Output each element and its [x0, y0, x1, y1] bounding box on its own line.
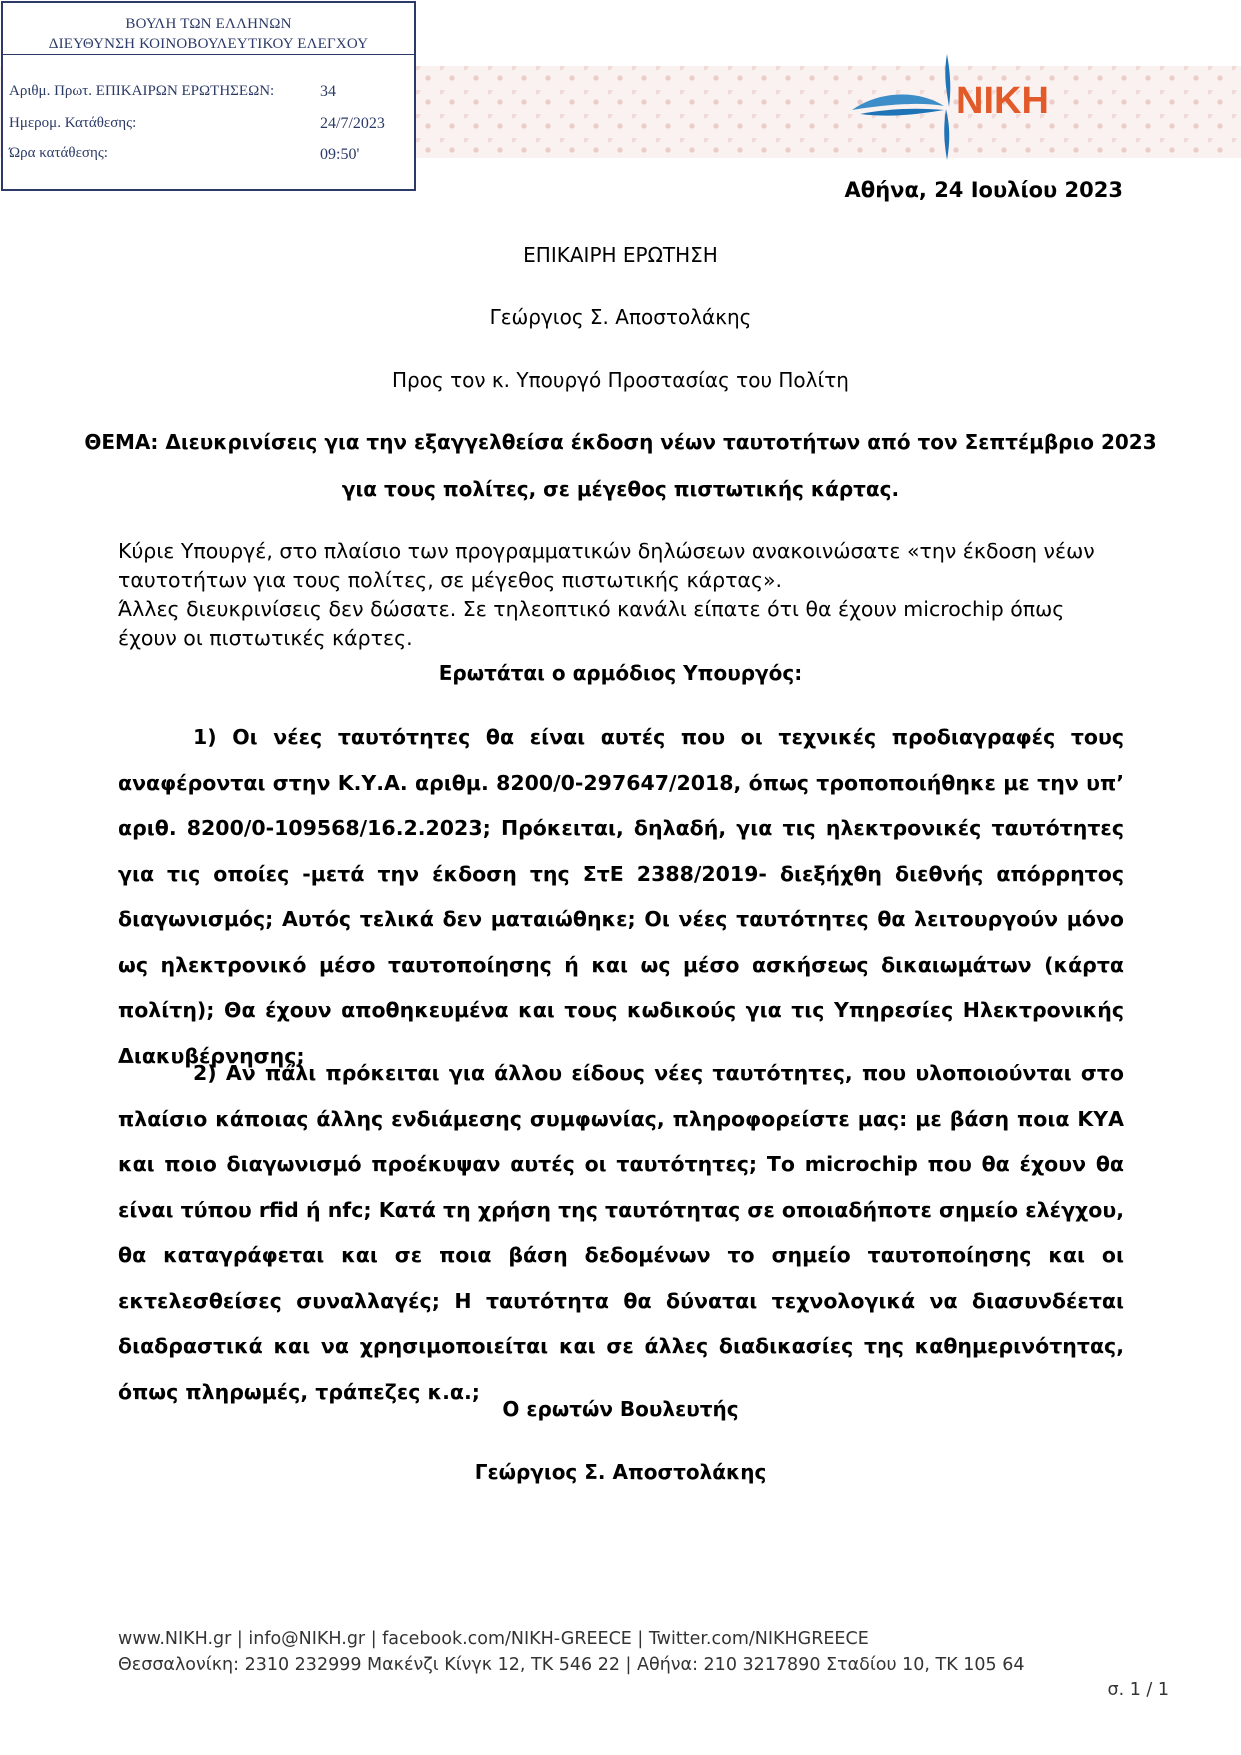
intro-line: ταυτοτήτων για τους πολίτες, σε μέγεθος πιστωτικής κάρτας». — [118, 568, 783, 592]
intro-line: έχουν οι πιστωτικές κάρτες. — [118, 626, 413, 650]
registration-stamp — [1, 1, 416, 191]
signature-title: Ο ερωτών Βουλευτής — [502, 1397, 739, 1421]
footer-web-links: www.NIKH.gr | info@NIKH.gr | facebook.com/NIKH-GREECE | Twitter.com/NIKHGREECE — [118, 1629, 869, 1649]
document-type: ΕΠΙΚΑΙΡΗ ΕΡΩΤΗΣΗ — [523, 243, 718, 267]
subject-line-1: ΘΕΜΑ: Διευκρινίσεις για την εξαγγελθείσα έκδοση νέων ταυτοτήτων από τον Σεπτέμβριο 2023 — [84, 430, 1157, 454]
page-number: σ. 1 / 1 — [1107, 1680, 1169, 1700]
intro-paragraph — [118, 537, 1124, 653]
stamp-org-line1: ΒΟΥΛΗ ΤΩΝ ΕΛΛΗΝΩΝ — [125, 16, 292, 32]
recipient: Προς τον κ. Υπουργό Προστασίας του Πολίτη — [392, 368, 849, 392]
signature-name: Γεώργιος Σ. Αποστολάκης — [474, 1460, 767, 1484]
footer-contacts — [118, 1626, 1025, 1678]
question-2 — [118, 1051, 1124, 1415]
question-1 — [118, 715, 1124, 1079]
logo-mark-icon — [852, 54, 950, 160]
protocol-label: Αριθμ. Πρωτ. ΕΠΙΚΑΙΡΩΝ ΕΡΩΤΗΣΕΩΝ: — [9, 83, 275, 99]
filing-time-label: Ώρα κατάθεσης: — [9, 145, 108, 161]
intro-line: Κύριε Υπουργέ, στο πλαίσιο των προγραμματικών δηλώσεων ανακοινώσατε «την έκδοση νέων — [118, 539, 1095, 563]
filing-date-label: Ημερομ. Κατάθεσης: — [9, 115, 137, 131]
nikh-logo — [850, 52, 1080, 162]
stamp-org-line2: ΔΙΕΥΘΥΝΣΗ ΚΟΙΝΟΒΟΥΛΕΥΤΙΚΟΥ ΕΛΕΓΧΟΥ — [48, 36, 369, 52]
subject-line-2: για τους πολίτες, σε μέγεθος πιστωτικής κάρτας. — [341, 477, 900, 501]
author-name: Γεώργιος Σ. Αποστολάκης — [489, 305, 752, 329]
protocol-value: 34 — [320, 83, 336, 100]
filing-date-value: 24/7/2023 — [320, 115, 385, 132]
question-1-text: 1) Οι νέες ταυτότητες θα είναι αυτές που οι τεχνικές προδιαγραφές τους αναφέρονται στην Κ.Υ.Α. αριθμ. 8200/0-297647/2018, όπως τροποποιήθηκε με την υπ’ αριθ. 8200/0-109568/16.2.2023; Πρόκειται, δηλαδή, για τις ηλεκτρονικές ταυτότητες για τις οποίες -μετά την έκδοση της ΣτΕ 2388/2019- διεξήχθη διεθνής απόρρητος διαγωνισμός; Αυτός τελικά δεν ματαιώθηκε; Οι νέες ταυτότητες θα λειτουργούν μόνο ως ηλεκτρονικό μέσο ταυτοποίησης ή και ως μέσο ασκήσεως δικαιωμάτων (κάρτα πολίτη); Θα έχουν αποθηκευμένα και τους κωδικούς για τις Υπηρεσίες Ηλεκτρονικής Διακυβέρνησης; — [118, 725, 1124, 1068]
decorative-banner — [416, 66, 1241, 158]
stamp-header — [3, 3, 414, 55]
question-2-text: 2) Αν πάλι πρόκειται για άλλου είδους νέες ταυτότητες, που υλοποιούνται στο πλαίσιο κάποιας άλλης ενδιάμεσης συμφωνίας, πληροφορείστε μας: με βάση ποια ΚΥΑ και ποιο διαγωνισμό προέκυψαν αυτές οι ταυτότητες; Το microchip που θα έχουν θα είναι τύπου rfid ή nfc; Κατά τη χρήση της ταυτότητας σε οποιαδήποτε σημείο ελέγχου, θα καταγράφεται και σε ποια βάση δεδομένων το σημείο ταυτοποίησης και οι εκτελεσθείσες συναλλαγές; Η ταυτότητα θα δύναται τεχνολογικά να διασυνδέεται διαδραστικά και να χρησιμοποιείται και σε άλλες διαδικασίες της καθημερινότητας, όπως πληρωμές, τράπεζες κ.α.; — [118, 1061, 1124, 1404]
question-heading: Ερωτάται ο αρμόδιος Υπουργός: — [438, 661, 803, 685]
footer-addresses: Θεσσαλονίκη: 2310 232999 Μακένζι Κίνγκ 12, ΤΚ 546 22 | Αθήνα: 210 3217890 Σταδίου 10, ΤΚ 105 64 — [118, 1655, 1025, 1675]
intro-line: Άλλες διευκρινίσεις δεν δώσατε. Σε τηλεοπτικό κανάλι είπατε ότι θα έχουν microchip όπως — [118, 597, 1065, 621]
filing-time-value: 09:50' — [320, 146, 360, 163]
place-date: Αθήνα, 24 Ιουλίου 2023 — [844, 178, 1123, 202]
logo-text: NIKH — [956, 80, 1049, 122]
